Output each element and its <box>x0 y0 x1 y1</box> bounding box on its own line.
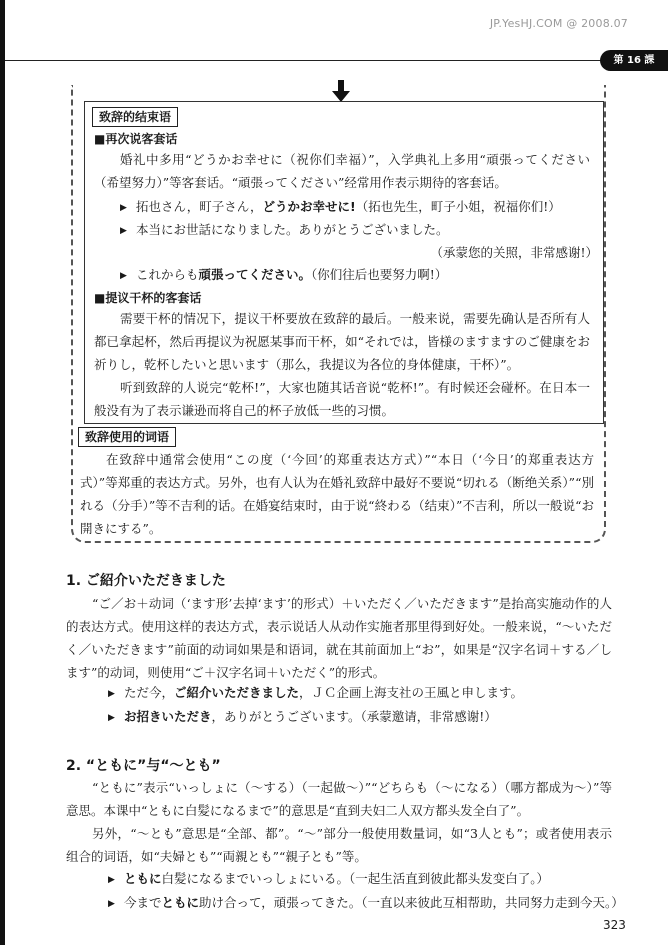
section-2-title: 2. “ともに”与“～とも” <box>66 758 221 774</box>
triangle-bullet-icon: ▶ <box>120 203 127 213</box>
example-item: ▶ ただ今，ご紹介いただきました，ＪＣ企画上海支社の王風と申します。 <box>108 683 523 704</box>
example-item: ▶ 拓也さん，町子さん，どうかお幸せに!（拓也先生，町子小姐，祝福你们!） <box>120 197 561 218</box>
triangle-bullet-icon: ▶ <box>120 271 127 281</box>
example-item: ▶ お招きいただき，ありがとうございます。（承蒙邀请，非常感谢!） <box>108 707 497 728</box>
toast-heading: ■提议干杯的客套话 <box>94 291 202 305</box>
down-arrow-icon <box>332 80 350 102</box>
repeat-courtesy-heading: ■再次说客套话 <box>94 132 178 146</box>
example-item: ▶ これからも頑張ってください。（你们往后也要努力啊!） <box>120 265 447 286</box>
example-item: ▶ 本当にお世話になりました。ありがとうございました。 <box>120 220 449 241</box>
speech-words-label: 致辞使用的词语 <box>78 427 176 447</box>
triangle-bullet-icon: ▶ <box>108 875 115 885</box>
example-translation: （承蒙您的关照，非常感谢!） <box>430 245 598 260</box>
toast-paragraph-1: 需要干杯的情况下，提议干杯要放在致辞的最后。一般来说，需要先确认是否所有人都已拿起杯，然后再提议为祝愿某事而干杯，如“それでは，皆様のますますのご健康をお祈りし，乾杯したいと思います（那么，我提议为各位的身体健康，干杯）”。 <box>94 311 590 372</box>
scan-edge <box>0 0 5 945</box>
section-1-paragraph: “ご／お＋动词（‘ます形’去掉‘ます’的形式）＋いただく／いただきます”是抬高实施动作的人的表达方式。使用这样的表达方式，表示说话人从动作实施者那里得到好处。一般来说，“～いただく／いただきます”前面的动词如果是和语词，就在其前面加上“お”，如果是“汉字名词＋する／します”的动词，则使用“ご＋汉字名词＋いただく”的形式。 <box>66 596 612 680</box>
repeat-courtesy-paragraph: 婚礼中多用“どうかお幸せに（祝你们幸福）”，入学典礼上多用“頑張ってください（希望努力）”等客套话。“頑張ってください”经常用作表示期待的客套话。 <box>94 152 590 190</box>
triangle-bullet-icon: ▶ <box>108 899 115 909</box>
section-2-paragraph-2: 另外，“～とも”意思是“全部、都”。“～”部分一般使用数量词，如“3人とも”；或者使用表示组合的词语，如“夫婦とも”“両親とも”“親子とも”等。 <box>66 826 612 864</box>
section-2-paragraph-1: “ともに”表示“いっしょに（～する）（一起做～）”“どちらも（～になる）（哪方都成为～）”等意思。本课中“ともに白髪になるまで”的意思是“直到夫妇二人双方都头发全白了”。 <box>66 780 612 818</box>
example-item: ▶ ともに白髪になるまでいっしょにいる。（一起生活直到彼此都头发变白了。） <box>108 869 549 890</box>
section-1-title: 1. ご紹介いただきました <box>66 573 226 589</box>
page-number: 323 <box>603 918 626 932</box>
header-rule <box>5 60 605 61</box>
triangle-bullet-icon: ▶ <box>120 226 127 236</box>
triangle-bullet-icon: ▶ <box>108 689 115 699</box>
speech-words-paragraph: 在致辞中通常会使用“この度（‘今回’的郑重表达方式）”“本日（‘今日’的郑重表达方式）”等郑重的表达方式。另外，也有人认为在婚礼致辞中最好不要说“切れる（断绝关系）”“別れる（分手）”等不吉利的话。在婚宴结束时，由于说“終わる（结束）”不吉利，所以一般说“お開きにする”。 <box>80 452 594 536</box>
toast-paragraph-2: 听到致辞的人说完“乾杯!”，大家也随其话音说“乾杯!”。有时候还会碰杯。在日本一般没有为了表示谦逊而将自己的杯子放低一些的习惯。 <box>94 380 590 418</box>
example-item: ▶ 今までともに助け合って，頑張ってきた。（一直以来彼此互相帮助，共同努力走到今天。） <box>108 893 624 914</box>
lesson-tab: 第 16 課 <box>600 50 668 71</box>
watermark: JP.YesHJ.COM @ 2008.07 <box>489 17 628 30</box>
triangle-bullet-icon: ▶ <box>108 713 115 723</box>
closing-remarks-label: 致辞的结束语 <box>92 107 178 127</box>
